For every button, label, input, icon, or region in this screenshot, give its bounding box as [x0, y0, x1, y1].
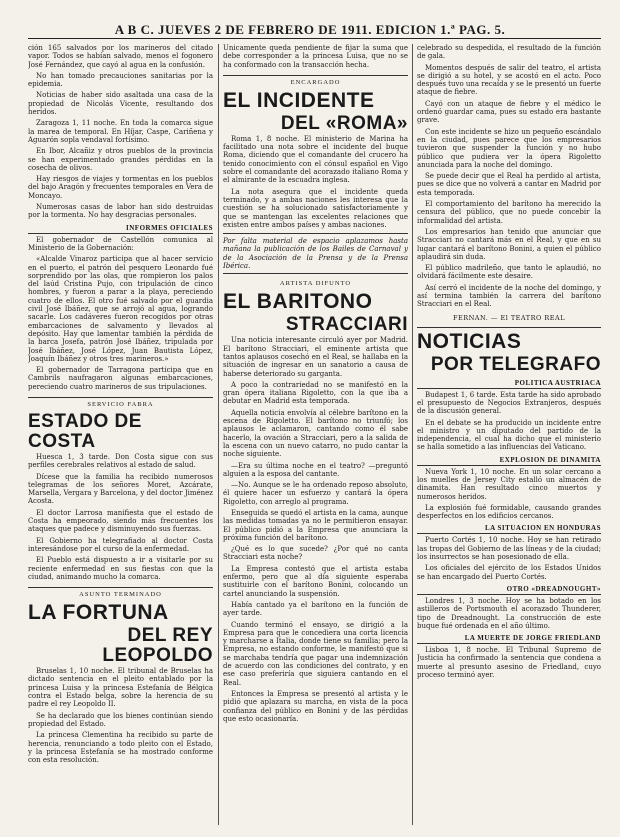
- paragraph: Hay riesgos de viajes y tormentas en los pueblos del bajo Aragón y frecuentes temporales en Vera de Moncayo.: [28, 175, 213, 200]
- headline: ESTADO DE COSTA: [28, 410, 142, 452]
- headline: EL BARITONO: [223, 290, 373, 314]
- paragraph: La Empresa contestó que el artista estaba enfermo, pero que al día siguiente esperaba sustituirle con el barítono Bonini, colocando un cartel anunciando la suspensión.: [223, 564, 408, 598]
- paragraph: Con este incidente se hizo un pequeño escándalo en la ciudad, pues parece que los empresarios tuvieron que suspender la función y no hubo público que pudiera ver la ópera Rigoletto anunciada para la noche del domingo.: [417, 127, 601, 169]
- section-kicker: ASUNTO TERMINADO: [28, 587, 213, 598]
- paragraph: Momentos después de salir del teatro, el artista se dirigió a su hotel, y se acostó en el acto. Poco después tuvo una recaída y se le presentó un fuerte ataque de fiebre.: [417, 63, 601, 97]
- section-subheading: POLITICA AUSTRIACA: [417, 379, 601, 389]
- byline: FERNAN. — El TEATRO REAL: [452, 313, 566, 322]
- paragraph: Se ha declarado que los bienes continúan siendo propiedad del Estado.: [28, 711, 213, 728]
- section-subheading: INFORMES OFICIALES: [28, 224, 213, 234]
- paragraph: Así cerró el incidente de la noche del domingo, y así termina también la carrera del barítono Stracciari en el Real.: [417, 283, 601, 309]
- paragraph: No han tomado precauciones sanitarias por la epidemia.: [28, 71, 213, 89]
- paragraph: Había cantado ya el barítono en la función de ayer tarde.: [223, 600, 408, 618]
- paragraph: Nueva York 1, 10 noche. En un solar cercano a los muelles de Jersey City estalló un almacén de dinamita. Han resultado cinco muertos y numerosos heridos.: [417, 467, 601, 501]
- column-divider: [218, 44, 219, 825]
- headline: DEL REY LEOPOLDO: [102, 625, 213, 667]
- paragraph: Lisboa 1, 8 noche. El Tribunal Supremo de Justicia ha confirmado la sentencia que condena a muerte al presunto asesino de Friedland, cuyo proceso terminó ayer.: [417, 646, 601, 680]
- column-1: [28, 44, 213, 825]
- paragraph: El gobernador de Castellón comunica al Ministerio de la Gobernación:: [28, 235, 213, 252]
- masthead: A B C. JUEVES 2 DE FEBRERO DE 1911. EDICION 1.ª PAG. 5.: [114, 22, 506, 37]
- paragraph: El Gobierno ha telegrafiado al doctor Costa interesándose por el curso de la enfermedad.: [28, 536, 213, 553]
- paragraph: Roma 1, 8 noche. El ministerio de Marina ha facilitado una nota sobre el incidente del buque Roma, diciendo que el comandante del crucero ha tenido conocimiento con el cónsul español en Vigo sobre el comandante del acorazado italiano Roma y el almirante de la escuadra inglesa.: [223, 134, 408, 185]
- paragraph: ¿Qué es lo que sucede? ¿Por qué no canta Stracciari esta noche?: [223, 545, 408, 562]
- column-3: [417, 44, 601, 825]
- paragraph: Bruselas 1, 10 noche. El tribunal de Bruselas ha dictado sentencia en el pleito entablado por la princesa Luisa y la princesa Estefanía de Bélgica contra el Estado belga, sobre la herencia de su padre el rey Leopoldo II.: [28, 667, 213, 709]
- section-kicker: ENCARGADO: [223, 75, 408, 86]
- column-2: [223, 44, 408, 825]
- masthead-rule: [28, 38, 601, 39]
- paragraph: El público madrileño, que tanto le aplaudió, no olvidará fácilmente este desaire.: [417, 264, 601, 281]
- paragraph: Únicamente queda pendiente de fijar la suma que debe corresponder a la princesa Luisa, que no se ha conformado con la transacción hecha.: [223, 44, 408, 69]
- paragraph: El doctor Larrosa manifiesta que el estado de Costa ha empeorado, siendo más frecuentes los ataques que padece y disminuyendo sus fuerzas.: [28, 508, 213, 534]
- headline: DEL «ROMA»: [280, 112, 408, 134]
- headline: EL INCIDENTE: [223, 88, 375, 112]
- paragraph: La nota asegura que el incidente queda terminado, y a ambas naciones les interesa que la cuestión se ha solucionado satisfactoriamente y que se mantengan las excelentes relaciones que existen entre ambos países y ambas naciones.: [223, 187, 408, 229]
- paragraph: Entonces la Empresa se presentó al artista y le pidió que aplazara su marcha, en vista de la poca confianza del público en Bonini y de las pérdidas que esto ocasionaría.: [223, 689, 408, 723]
- paragraph: —No. Aunque se le ha ordenado reposo absoluto, él quiere hacer un esfuerzo y cantará la ópera Rigoletto, con arreglo al programa.: [223, 481, 408, 506]
- paragraph: Noticias de haber sido asaltada una casa de la propiedad de Nicolás Vicente, resultando dos heridos.: [28, 91, 213, 117]
- paragraph: —Era su última noche en el teatro? —preguntó alguien a la esposa del cantante.: [223, 461, 408, 478]
- headline: NOTICIAS: [417, 327, 601, 353]
- headline: STRACCIARI: [285, 314, 408, 336]
- section-subheading: LA SITUACION EN HONDURAS: [417, 524, 601, 534]
- section-kicker: SERVICIO FABRA: [28, 397, 213, 408]
- paragraph: La princesa Clementina ha recibido su parte de herencia, renunciando a todo pleito con el Estado, y la princesa Estefanía se ha mostrado conforme con esta resolución.: [28, 731, 213, 765]
- paragraph: Budapest 1, 6 tarde. Esta tarde ha sido aprobado el presupuesto de Negocios Extranjeros, después de la discusión general.: [417, 390, 601, 416]
- section-kicker: ARTISTA DIFUNTO: [279, 280, 352, 288]
- paragraph: «Alcalde Vinaroz participa que al hacer servicio en el puerto, el patrón del pesquero Leonardo fué sorprendido por las olas, que rompieron los palos del laúd Cristina Pujo, con tripulación de cinco hombres, y fueron a parar a la playa, pereciendo cuatro de ellos. El otro fué salvado por el guardia civil José Ibáñez, que se arrojó al agua, logrando sacarle. Los cadáveres fueron recogidos por otras embarcaciones de salvamento y llevados al depósito. Hay que lamentar también la pérdida de la barca Josefa, patrón José Ibáñez, tripulada por José Ibáñez, José López, Juan Bautista López, Joaquín Ibáñez y otros tres marineros.»: [28, 255, 213, 363]
- paragraph: La explosión fué formidable, causando grandes desperfectos en los edificios cercanos.: [417, 503, 601, 521]
- column-divider: [412, 44, 413, 825]
- section-subheading: EXPLOSION DE DINAMITA: [417, 456, 601, 466]
- paragraph: Dícese que la familia ha recibido numerosos telegramas de los señores Moret, Azcárate, Marsella, Vergara y Barcelona, y del doctor Jiménez Acosta.: [28, 472, 213, 506]
- section-subheading: LA MUERTE DE JORGE FRIEDLAND: [417, 634, 601, 644]
- paragraph: A poco la contrariedad no se manifestó en la gran ópera italiana Rigoletto, con la que iba a debutar en Madrid esta temporada.: [223, 380, 408, 406]
- headline: POR TELEGRAFO: [430, 353, 601, 375]
- headline: LA FORTUNA: [28, 601, 169, 625]
- paragraph: Cayó con un ataque de fiebre y el médico le ordenó guardar cama, pues su estado era bastante grave.: [417, 99, 601, 125]
- paragraph: Los oficiales del ejército de los Estados Unidos se han encargado del Puerto Cortés.: [417, 564, 601, 581]
- paragraph: Puerto Cortés 1, 10 noche. Hoy se han retirado las tropas del Gobierno de las líneas y de la ciudad; los insurrectos se han posesionado de ella.: [417, 536, 601, 562]
- paragraph: En el debate se ha producido un incidente entre el ministro y un diputado del partido de la independencia, el cual ha dicho que el ministerio se halla sometido a las influencias del Vaticano.: [417, 418, 601, 452]
- paragraph: El gobernador de Tarragona participa que en Cambrils naufragaron algunas embarcaciones, pereciendo cuatro marineros de sus tripulaciones.: [28, 366, 213, 391]
- section-subheading: OTRO «DREADNOUGHT»: [417, 585, 601, 595]
- paragraph: Numerosas casas de labor han sido destruidas por la tormenta. No hay desgracias personales.: [28, 203, 213, 220]
- paragraph: El Pueblo está dispuesto a ir a visitarle por su reciente enfermedad en sus fiestas con que la ciudad, animando mucho la comarca.: [28, 556, 213, 581]
- paragraph: En Ibor, Alcañiz y otros pueblos de la provincia se han experimentado grandes pérdidas en la cosecha de olivos.: [28, 147, 213, 172]
- paragraph: Londres 1, 3 noche. Hoy se ha botado en los astilleros de Portsmouth el acorazado Thunderer, tipo de Dreadnought. La construcción de este buque fué ordenada en el año último.: [417, 596, 601, 630]
- paragraph: Cuando terminó el ensayo, se dirigió a la Empresa para que le concediera una corta licencia y marcharse a Italia, donde tiene su familia; pero la Empresa, no estando conforme, le manifestó que si se marchaba tendría que pagar una indemnización de acuerdo con las condiciones del contrato, y en ese caso preferiría que siguiera cantando en el Real.: [223, 620, 408, 687]
- paragraph: Se puede decir que el Real ha perdido al artista, pues se dice que no volverá a cantar en Madrid por esta temporada.: [417, 172, 601, 197]
- paragraph: Enseguida se quedó el artista en la cama, aunque las medidas tomadas ya no le permitieron ensayar. El público pidió a la Empresa que anunciara la próxima función del barítono.: [223, 508, 408, 542]
- notice-box: Por falta material de espacio aplazamos hasta mañana la publicación de los Bailes de Carnaval y de la Asociación de la Prensa y de la Prensa Ibérica.: [223, 233, 408, 274]
- paragraph: ción 165 salvados por los marineros del citado vapor. Todos se habían salvado, menos el fogonero José Fernández, que cayó al agua en la confusión.: [28, 44, 213, 69]
- paragraph: celebrado su despedida, el resultado de la función de gala.: [417, 44, 601, 61]
- paragraph: Los empresarios han tenido que anunciar que Stracciari no cantará más en el Real, y que en su lugar cantará el barítono Bonini, a quien el público aplaudirá sin duda.: [417, 227, 601, 261]
- paragraph: Huesca 1, 3 tarde. Don Costa sigue con sus perfiles cerebrales relativos al estado de salud.: [28, 452, 213, 470]
- paragraph: Una noticia interesante circuló ayer por Madrid. El barítono Stracciari, el eminente artista que tantos aplausos cosechó en el Real, se hallaba en la situación de ingresar en un sanatorio a causa de haberse deteriorado su garganta.: [223, 336, 408, 378]
- paragraph: Aquella noticia envolvía al célebre barítono en la escena de Rigoletto. El barítono no triunfó; los aplausos le aclamaron, cantando como él sabe hacerlo, la ovación a Stracciari, pero a la salida de la escena con un nuevo catarro, no pudo cantar la noche siguiente.: [223, 408, 408, 459]
- paragraph: El comportamiento del barítono ha merecido la censura del público, que no puede concebir la informalidad del artista.: [417, 200, 601, 225]
- paragraph: Zaragoza 1, 11 noche. En toda la comarca sigue la marea de temporal. En Híjar, Caspe, Cariñena y Aguarón sopla vendaval fortísimo.: [28, 119, 213, 144]
